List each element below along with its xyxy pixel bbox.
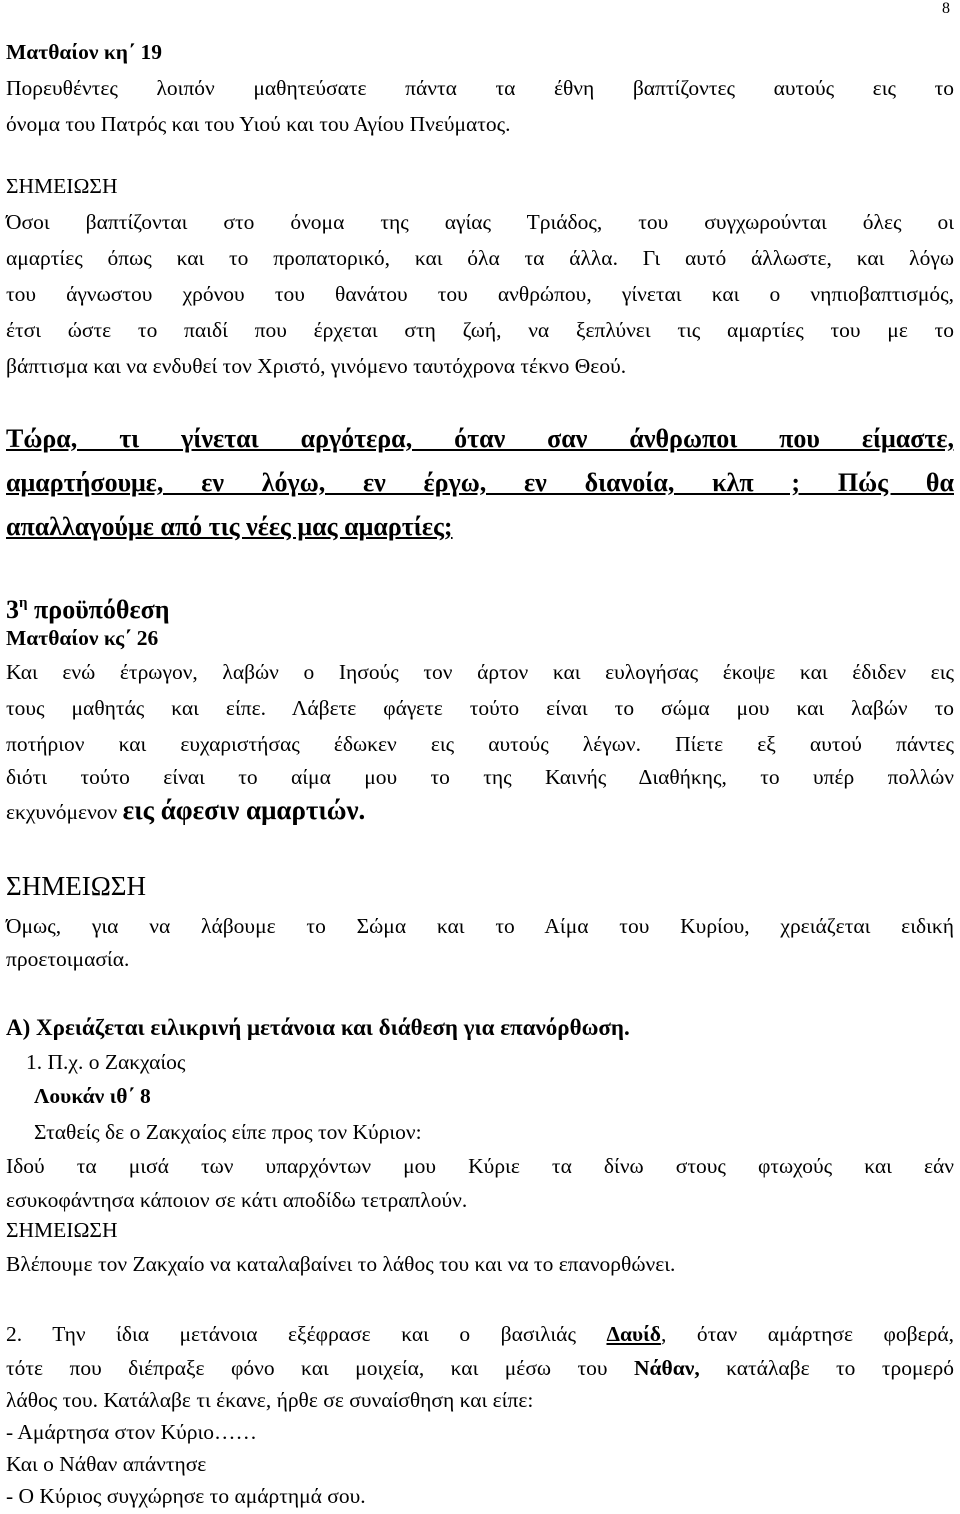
scripture-text: διότι τούτο είναι το αίμα μου το της Καινής Διαθήκης, το υπέρ πολλών (6, 765, 954, 789)
question-heading: αμαρτήσουμε, εν λόγω, εν έργω, εν διανοία, κλπ ; Πώς θα (6, 468, 954, 497)
note-text: Όσοι βαπτίζονται στο όνομα της αγίας Τριάδος, του συγχωρούνται όλες οι (6, 210, 954, 234)
note-text: Βλέπουμε τον Ζακχαίο να καταλαβαίνει το λάθος του και να το επανορθώνει. (6, 1252, 676, 1276)
scripture-reference: Ματθαίον κς΄ 26 (6, 626, 159, 650)
note-text: προετοιμασία. (6, 947, 130, 971)
body-text: Και ο Νάθαν απάντησε (6, 1452, 207, 1476)
scripture-text: Σταθείς δε ο Ζακχαίος είπε προς τον Κύριον: (34, 1120, 422, 1144)
condition-heading (6, 586, 954, 627)
text-part: τότε που διέπραξε φόνο και μοιχεία, και μέσω του (6, 1356, 634, 1380)
text-part: κατάλαβε το τρομερό (699, 1356, 954, 1380)
note-heading: ΣΗΜΕΙΩΣΗ (6, 871, 146, 901)
condition-number: 3 (6, 595, 19, 624)
section-heading: Α) Χρειάζεται ειλικρινή μετάνοια και διάθεση για επανόρθωση. (6, 1015, 630, 1040)
body-text: λάθος του. Κατάλαβε τι έκανε, ήρθε σε συναίσθηση και είπε: (6, 1388, 534, 1412)
text-part: , όταν αμάρτησε φοβερά, (660, 1322, 954, 1346)
scripture-text: Ιδού τα μισά των υπαρχόντων μου Κύριε τα δίνω στους φτωχούς και εάν (6, 1154, 954, 1178)
scripture-text-part: εκχυνόμενον (6, 800, 123, 824)
list-item (6, 1320, 954, 1348)
note-heading: ΣΗΜΕΙΩΣΗ (6, 1218, 118, 1242)
scripture-text (6, 796, 954, 826)
note-heading: ΣΗΜΕΙΩΣΗ (6, 174, 118, 198)
scripture-text: όνομα του Πατρός και του Υιού και του Αγίου Πνεύματος. (6, 112, 511, 136)
text-part: 2. Την ίδια μετάνοια εξέφρασε και ο βασιλιάς (6, 1322, 607, 1346)
list-item: 1. Π.χ. ο Ζακχαίος (26, 1050, 186, 1074)
condition-ordinal: η (19, 595, 28, 611)
note-text: του άγνωστου χρόνου του θανάτου του ανθρώπου, γίνεται και ο νηπιοβαπτισμός, (6, 282, 954, 306)
note-text: βάπτισμα και να ενδυθεί τον Χριστό, γινόμενο ταυτόχρονα τέκνο Θεού. (6, 354, 627, 378)
emphasis-text: εις άφεσιν αμαρτιών. (122, 795, 366, 825)
question-heading: Τώρα, τι γίνεται αργότερα, όταν σαν άνθρωποι που είμαστε, (6, 424, 954, 453)
scripture-text: ποτήριον και ευχαριστήσας έδωκεν εις αυτούς λέγων. Πίετε εξ αυτού πάντες (6, 732, 954, 756)
dialogue-line: - Αμάρτησα στον Κύριο…… (6, 1420, 258, 1444)
scripture-text: Πορευθέντες λοιπόν μαθητεύσατε πάντα τα έθνη βαπτίζοντες αυτούς εις το (6, 76, 954, 100)
dialogue-line: - Ο Κύριος συγχώρησε το αμάρτημά σου. (6, 1484, 366, 1508)
scripture-text: εσυκοφάντησα κάποιον σε κάτι αποδίδω τετραπλούν. (6, 1188, 468, 1212)
scripture-reference: Λουκάν ιθ΄ 8 (34, 1084, 151, 1108)
name-nathan: Νάθαν, (633, 1356, 700, 1380)
body-text (6, 1354, 954, 1382)
note-text: Όμως, για να λάβουμε το Σώμα και το Αίμα του Κυρίου, χρειάζεται ειδική (6, 914, 954, 938)
question-heading: απαλλαγούμε από τις νέες μας αμαρτίες; (6, 512, 453, 541)
scripture-text: τους μαθητάς και είπε. Λάβετε φάγετε τούτο είναι το σώμα μου και λαβών το (6, 696, 954, 720)
note-text: αμαρτίες όπως και το προπατορικό, και όλα τα άλλα. Γι αυτό άλλωστε, και λόγω (6, 246, 954, 270)
scripture-text: Και ενώ έτρωγον, λαβών ο Ιησούς τον άρτον και ευλογήσας έκοψε και έδιδεν εις (6, 660, 954, 684)
note-text: έτσι ώστε το παιδί που έρχεται στη ζωή, να ξεπλύνει τις αμαρτίες του με το (6, 318, 954, 342)
scripture-reference: Ματθαίον κη΄ 19 (6, 40, 163, 64)
condition-label: προϋπόθεση (34, 595, 170, 624)
name-david: Δαυίδ (606, 1322, 661, 1346)
page-number: 8 (942, 0, 950, 17)
